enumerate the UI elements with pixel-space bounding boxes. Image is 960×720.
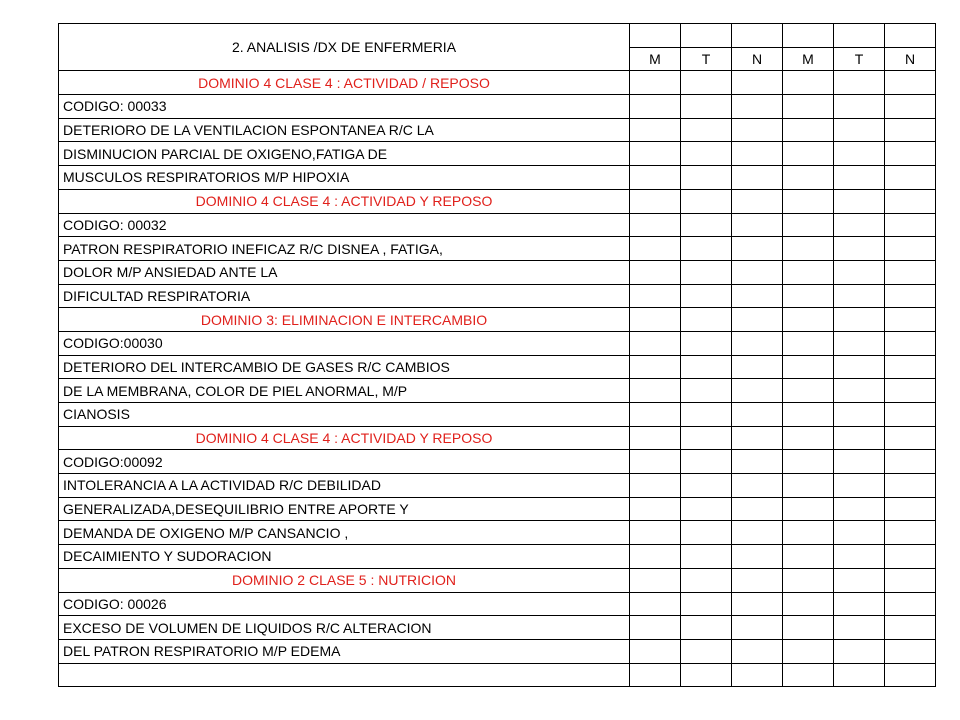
shift-check-cell[interactable] [630, 616, 681, 640]
table-row [59, 426, 936, 450]
shift-check-cell[interactable] [783, 568, 834, 592]
shift-top-cell[interactable] [630, 24, 681, 48]
table-row [59, 355, 936, 379]
shift-check-cell[interactable] [885, 95, 936, 119]
shift-check-cell[interactable] [681, 213, 732, 237]
table-row [59, 260, 936, 284]
shift-check-cell[interactable] [885, 142, 936, 166]
shift-check-cell[interactable] [732, 142, 783, 166]
shift-check-cell[interactable] [630, 568, 681, 592]
shift-check-cell[interactable] [783, 237, 834, 261]
table-row [59, 521, 936, 545]
diagnosis-line: EXCESO DE VOLUMEN DE LIQUIDOS R/C ALTERACION [59, 616, 630, 640]
shift-check-cell[interactable] [630, 545, 681, 569]
shift-check-cell[interactable] [783, 331, 834, 355]
shift-check-cell[interactable] [885, 450, 936, 474]
shift-check-cell[interactable] [732, 639, 783, 663]
shift-check-cell[interactable] [885, 403, 936, 427]
shift-check-cell[interactable] [834, 237, 885, 261]
shift-check-cell[interactable] [630, 71, 681, 95]
shift-header-m-1: M [630, 47, 681, 71]
diagnosis-line: CODIGO:00030 [59, 331, 630, 355]
shift-check-cell[interactable] [783, 403, 834, 427]
table-row [59, 663, 936, 687]
table-row [59, 284, 936, 308]
shift-check-cell[interactable] [732, 663, 783, 687]
diagnosis-line: PATRON RESPIRATORIO INEFICAZ R/C DISNEA , FATIGA, [59, 237, 630, 261]
shift-check-cell[interactable] [885, 568, 936, 592]
shift-check-cell[interactable] [681, 426, 732, 450]
shift-check-cell[interactable] [885, 639, 936, 663]
shift-check-cell[interactable] [681, 616, 732, 640]
table-row [59, 450, 936, 474]
shift-check-cell[interactable] [783, 142, 834, 166]
shift-check-cell[interactable] [885, 284, 936, 308]
shift-check-cell[interactable] [834, 142, 885, 166]
shift-top-cell[interactable] [834, 24, 885, 48]
shift-check-cell[interactable] [630, 379, 681, 403]
shift-check-cell[interactable] [681, 521, 732, 545]
shift-check-cell[interactable] [885, 426, 936, 450]
shift-check-cell[interactable] [681, 497, 732, 521]
shift-check-cell[interactable] [681, 474, 732, 498]
table-row [59, 142, 936, 166]
shift-check-cell[interactable] [834, 474, 885, 498]
diagnosis-line: DETERIORO DE LA VENTILACION ESPONTANEA R/C LA [59, 118, 630, 142]
shift-header-n-1: N [732, 47, 783, 71]
shift-check-cell[interactable] [630, 639, 681, 663]
shift-header-t-2: T [834, 47, 885, 71]
shift-check-cell[interactable] [630, 308, 681, 332]
shift-check-cell[interactable] [834, 379, 885, 403]
table-row [59, 616, 936, 640]
shift-check-cell[interactable] [834, 521, 885, 545]
nursing-diagnosis-table [58, 23, 936, 687]
shift-check-cell[interactable] [885, 237, 936, 261]
shift-check-cell[interactable] [834, 568, 885, 592]
shift-check-cell[interactable] [783, 426, 834, 450]
table-row [59, 403, 936, 427]
shift-check-cell[interactable] [681, 71, 732, 95]
shift-check-cell[interactable] [630, 284, 681, 308]
shift-check-cell[interactable] [834, 284, 885, 308]
diagnosis-line: CODIGO:00092 [59, 450, 630, 474]
diagnosis-line: DISMINUCION PARCIAL DE OXIGENO,FATIGA DE [59, 142, 630, 166]
shift-check-cell[interactable] [834, 403, 885, 427]
table-row [59, 545, 936, 569]
shift-check-cell[interactable] [732, 474, 783, 498]
shift-check-cell[interactable] [834, 497, 885, 521]
shift-check-cell[interactable] [732, 497, 783, 521]
shift-check-cell[interactable] [732, 308, 783, 332]
shift-check-cell[interactable] [630, 237, 681, 261]
shift-check-cell[interactable] [681, 260, 732, 284]
shift-check-cell[interactable] [681, 545, 732, 569]
shift-check-cell[interactable] [885, 592, 936, 616]
shift-check-cell[interactable] [834, 639, 885, 663]
shift-check-cell[interactable] [630, 474, 681, 498]
shift-check-cell[interactable] [630, 497, 681, 521]
shift-check-cell[interactable] [834, 118, 885, 142]
domain-heading: DOMINIO 4 CLASE 4 : ACTIVIDAD / REPOSO [59, 71, 630, 95]
diagnosis-line: DEMANDA DE OXIGENO M/P CANSANCIO , [59, 521, 630, 545]
shift-check-cell[interactable] [681, 142, 732, 166]
diagnosis-line: DIFICULTAD RESPIRATORIA [59, 284, 630, 308]
shift-check-cell[interactable] [834, 189, 885, 213]
shift-check-cell[interactable] [783, 355, 834, 379]
shift-check-cell[interactable] [783, 118, 834, 142]
table-row [59, 639, 936, 663]
table-title: 2. ANALISIS /DX DE ENFERMERIA [59, 24, 630, 71]
table-row [59, 592, 936, 616]
shift-check-cell[interactable] [783, 663, 834, 687]
shift-check-cell[interactable] [630, 95, 681, 119]
shift-check-cell[interactable] [630, 450, 681, 474]
shift-check-cell[interactable] [681, 663, 732, 687]
shift-check-cell[interactable] [732, 450, 783, 474]
table-row [59, 308, 936, 332]
shift-check-cell[interactable] [681, 639, 732, 663]
table-row [59, 213, 936, 237]
shift-check-cell[interactable] [630, 189, 681, 213]
shift-check-cell[interactable] [732, 545, 783, 569]
domain-heading: DOMINIO 3: ELIMINACION E INTERCAMBIO [59, 308, 630, 332]
shift-check-cell[interactable] [732, 95, 783, 119]
shift-check-cell[interactable] [783, 497, 834, 521]
shift-check-cell[interactable] [834, 616, 885, 640]
shift-check-cell[interactable] [630, 331, 681, 355]
shift-check-cell[interactable] [783, 592, 834, 616]
shift-check-cell[interactable] [681, 237, 732, 261]
shift-check-cell[interactable] [783, 616, 834, 640]
shift-check-cell[interactable] [732, 331, 783, 355]
shift-check-cell[interactable] [732, 213, 783, 237]
diagnosis-line: DETERIORO DEL INTERCAMBIO DE GASES R/C CAMBIOS [59, 355, 630, 379]
shift-check-cell[interactable] [681, 568, 732, 592]
shift-check-cell[interactable] [732, 189, 783, 213]
table-row [59, 189, 936, 213]
shift-check-cell[interactable] [630, 592, 681, 616]
shift-check-cell[interactable] [681, 308, 732, 332]
shift-check-cell[interactable] [834, 95, 885, 119]
shift-check-cell[interactable] [732, 403, 783, 427]
shift-check-cell[interactable] [732, 426, 783, 450]
shift-check-cell[interactable] [732, 118, 783, 142]
shift-check-cell[interactable] [681, 403, 732, 427]
shift-check-cell[interactable] [732, 592, 783, 616]
table-row [59, 237, 936, 261]
table-row [59, 71, 936, 95]
diagnosis-line: DEL PATRON RESPIRATORIO M/P EDEMA [59, 639, 630, 663]
shift-check-cell[interactable] [885, 474, 936, 498]
shift-check-cell[interactable] [834, 331, 885, 355]
shift-check-cell[interactable] [885, 308, 936, 332]
shift-check-cell[interactable] [732, 616, 783, 640]
shift-check-cell[interactable] [783, 95, 834, 119]
domain-heading: DOMINIO 4 CLASE 4 : ACTIVIDAD Y REPOSO [59, 189, 630, 213]
table-row [59, 95, 936, 119]
shift-check-cell[interactable] [630, 403, 681, 427]
shift-check-cell[interactable] [681, 166, 732, 190]
shift-check-cell[interactable] [630, 166, 681, 190]
shift-check-cell[interactable] [885, 663, 936, 687]
shift-check-cell[interactable] [885, 71, 936, 95]
shift-check-cell[interactable] [630, 260, 681, 284]
shift-check-cell[interactable] [630, 426, 681, 450]
shift-check-cell[interactable] [834, 355, 885, 379]
shift-check-cell[interactable] [834, 450, 885, 474]
shift-check-cell[interactable] [885, 379, 936, 403]
shift-check-cell[interactable] [630, 663, 681, 687]
shift-check-cell[interactable] [885, 545, 936, 569]
table-row [59, 474, 936, 498]
shift-check-cell[interactable] [885, 213, 936, 237]
shift-check-cell[interactable] [885, 331, 936, 355]
shift-check-cell[interactable] [834, 260, 885, 284]
shift-check-cell[interactable] [681, 355, 732, 379]
shift-check-cell[interactable] [681, 331, 732, 355]
shift-check-cell[interactable] [834, 71, 885, 95]
shift-check-cell[interactable] [885, 166, 936, 190]
shift-check-cell[interactable] [885, 189, 936, 213]
shift-check-cell[interactable] [630, 355, 681, 379]
shift-check-cell[interactable] [834, 308, 885, 332]
shift-check-cell[interactable] [885, 497, 936, 521]
diagnosis-line: INTOLERANCIA A LA ACTIVIDAD R/C DEBILIDAD [59, 474, 630, 498]
shift-check-cell[interactable] [834, 545, 885, 569]
shift-check-cell[interactable] [783, 450, 834, 474]
shift-check-cell[interactable] [732, 355, 783, 379]
shift-check-cell[interactable] [885, 260, 936, 284]
shift-top-cell[interactable] [732, 24, 783, 48]
shift-check-cell[interactable] [630, 521, 681, 545]
shift-check-cell[interactable] [885, 616, 936, 640]
diagnosis-line: MUSCULOS RESPIRATORIOS M/P HIPOXIA [59, 166, 630, 190]
shift-check-cell[interactable] [732, 379, 783, 403]
shift-check-cell[interactable] [681, 118, 732, 142]
diagnosis-line: DE LA MEMBRANA, COLOR DE PIEL ANORMAL, M/P [59, 379, 630, 403]
table-row [59, 331, 936, 355]
shift-check-cell[interactable] [732, 521, 783, 545]
shift-top-cell[interactable] [783, 24, 834, 48]
table-row [59, 379, 936, 403]
diagnosis-line: DOLOR M/P ANSIEDAD ANTE LA [59, 260, 630, 284]
shift-check-cell[interactable] [732, 568, 783, 592]
shift-check-cell[interactable] [783, 213, 834, 237]
shift-check-cell[interactable] [834, 166, 885, 190]
header-row-top [59, 24, 936, 48]
shift-check-cell[interactable] [630, 213, 681, 237]
shift-check-cell[interactable] [783, 308, 834, 332]
shift-header-m-2: M [783, 47, 834, 71]
shift-check-cell[interactable] [783, 284, 834, 308]
shift-check-cell[interactable] [783, 545, 834, 569]
shift-check-cell[interactable] [783, 474, 834, 498]
shift-check-cell[interactable] [681, 95, 732, 119]
shift-check-cell[interactable] [885, 118, 936, 142]
shift-check-cell[interactable] [732, 237, 783, 261]
shift-check-cell[interactable] [681, 189, 732, 213]
shift-check-cell[interactable] [783, 521, 834, 545]
shift-header-n-2: N [885, 47, 936, 71]
shift-check-cell[interactable] [834, 426, 885, 450]
shift-check-cell[interactable] [630, 118, 681, 142]
diagnosis-line: CIANOSIS [59, 403, 630, 427]
shift-check-cell[interactable] [630, 142, 681, 166]
shift-check-cell[interactable] [732, 166, 783, 190]
diagnosis-line: GENERALIZADA,DESEQUILIBRIO ENTRE APORTE Y [59, 497, 630, 521]
shift-check-cell[interactable] [783, 166, 834, 190]
shift-check-cell[interactable] [681, 379, 732, 403]
shift-top-cell[interactable] [681, 24, 732, 48]
shift-check-cell[interactable] [732, 260, 783, 284]
diagnosis-line: DECAIMIENTO Y SUDORACION [59, 545, 630, 569]
shift-check-cell[interactable] [732, 71, 783, 95]
shift-header-t-1: T [681, 47, 732, 71]
table-row [59, 118, 936, 142]
shift-check-cell[interactable] [783, 379, 834, 403]
shift-check-cell[interactable] [732, 284, 783, 308]
shift-check-cell[interactable] [681, 450, 732, 474]
shift-check-cell[interactable] [834, 592, 885, 616]
table-row [59, 497, 936, 521]
shift-check-cell[interactable] [885, 521, 936, 545]
shift-top-cell[interactable] [885, 24, 936, 48]
shift-check-cell[interactable] [834, 663, 885, 687]
domain-heading: DOMINIO 2 CLASE 5 : NUTRICION [59, 568, 630, 592]
shift-check-cell[interactable] [783, 71, 834, 95]
diagnosis-line: CODIGO: 00026 [59, 592, 630, 616]
shift-check-cell[interactable] [681, 592, 732, 616]
diagnosis-line: CODIGO: 00032 [59, 213, 630, 237]
table-row [59, 166, 936, 190]
diagnosis-line: CODIGO: 00033 [59, 95, 630, 119]
table-row [59, 568, 936, 592]
shift-check-cell[interactable] [783, 639, 834, 663]
diagnosis-line [59, 663, 630, 687]
shift-check-cell[interactable] [783, 260, 834, 284]
domain-heading: DOMINIO 4 CLASE 4 : ACTIVIDAD Y REPOSO [59, 426, 630, 450]
shift-check-cell[interactable] [834, 213, 885, 237]
shift-check-cell[interactable] [681, 284, 732, 308]
shift-check-cell[interactable] [885, 355, 936, 379]
shift-check-cell[interactable] [783, 189, 834, 213]
